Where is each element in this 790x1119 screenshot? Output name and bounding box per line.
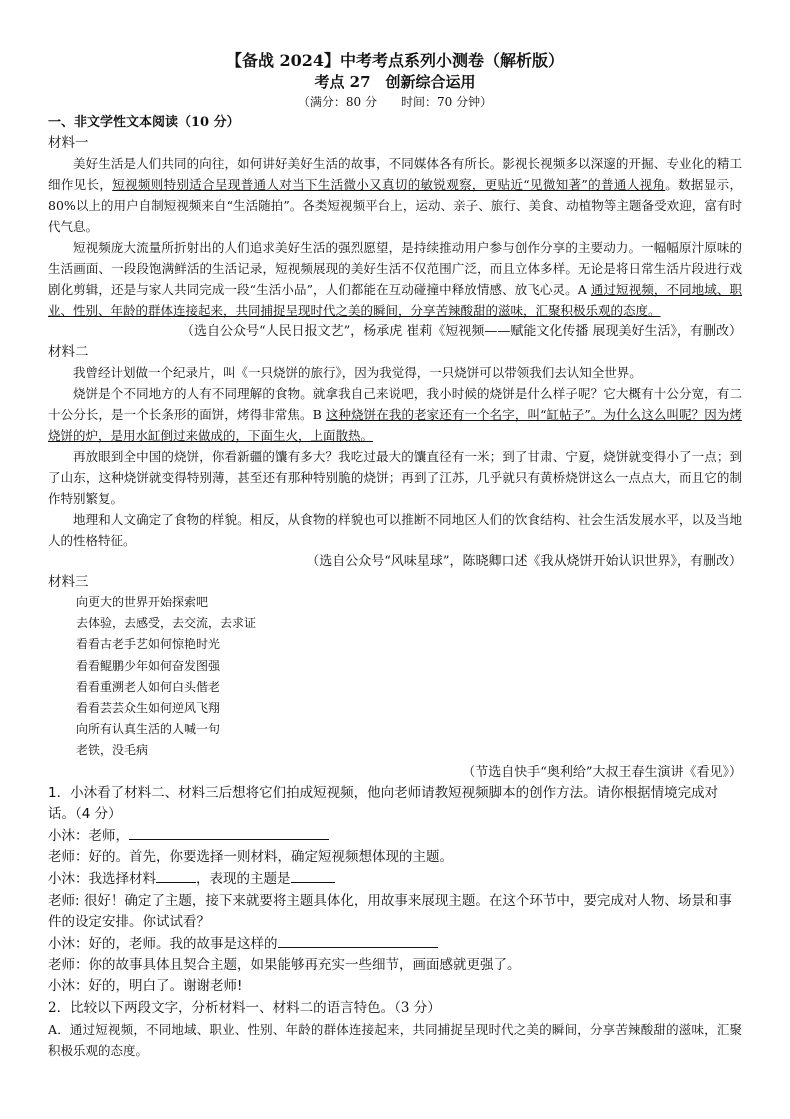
answer-blank[interactable] — [156, 868, 196, 883]
dialogue-line — [48, 933, 742, 955]
material-1-paragraph-1 — [48, 153, 742, 237]
dialogue-text: 小沐：我选择材料 — [48, 871, 156, 888]
answer-blank[interactable] — [291, 868, 335, 883]
material-2-paragraph-1: 我曾经计划做一个纪录片，叫《一只烧饼的旅行》，因为我觉得，一只烧饼可以带领我们去认知全世界。 — [73, 365, 642, 380]
material-2-paragraph-2 — [48, 383, 742, 446]
dialogue-line: 老师：你的故事具体且契合主题，如果能够再充实一些细节，画面感就更强了。 — [48, 957, 521, 974]
dialogue-line — [48, 868, 742, 890]
dialogue-text: 小沐：好的，老师。我的故事是这样的 — [48, 936, 278, 953]
m2-p2-underlined-b: 这种烧饼在我的老家还有一个名字，叫“缸帖子”。为什么这么叫呢？因为烤烧饼的炉，是用水缸倒过来做成的，下面生火，上面散热。 — [48, 407, 742, 443]
dialogue-line — [48, 825, 742, 847]
answer-blank[interactable] — [278, 933, 438, 948]
poem-line: 向所有认真生活的人喊一句 — [76, 722, 221, 737]
dialogue-line: 老师：好的。首先，你要选择一则材料，确定短视频想体现的主题。 — [48, 849, 453, 866]
exam-meta: （满分：80 分 时间：70 分钟） — [297, 95, 493, 109]
material-2-source: （选自公众号“风味星球”，陈晓卿口述《我从烧饼开始认识世界》，有删改） — [306, 554, 742, 569]
poem-line: 看看古老手艺如何惊艳时光 — [76, 637, 221, 652]
question-2-passage-a: A．通过短视频，不同地域、职业、性别、年龄的群体连接起来，共同捕捉呈现时代之美的瞬间，分享苦辣酸甜的滋味，汇聚积极乐观的态度。 — [48, 1021, 742, 1058]
material-2-paragraph-3: 再放眼到全中国的烧饼，你看新疆的馕有多大？我吃过最大的馕直径有一米；到了甘肃、宁夏，烧饼就变得小了一点；到了山东，这种烧饼就变得特别薄，甚至还有那种特别脆的烧饼；再到了江苏，几乎就只有黄桥烧饼这么一点点大，而且它的制作特别繁复。 — [48, 449, 742, 506]
dialogue-text: 小沐：老师， — [48, 828, 129, 845]
m2-p2-text-a: 烧饼是个不同地方的人有不同理解的食物。就拿我自己来说吧，我小时候的烧饼是什么样子呢？它大概有十公分宽，有二十公分长，是一个长条形的面饼，烤得非常焦。B — [48, 386, 742, 422]
material-2-label: 材料二 — [48, 344, 89, 360]
poem-line: 老铁，没毛病 — [76, 743, 149, 758]
question-2-stem: 2．比较以下两段文字，分析材料一、材料二的语言特色。（3 分） — [48, 999, 441, 1016]
m1-p1-underlined: 短视频则特别适合呈现普通人对当下生活微小又真切的敏锐观察，更贴近“见微知著”的普通人视角 — [112, 177, 666, 192]
m1-p1-text-b: 。数据显示，80%以上的用户自制短视频来自“生活随拍”。各类短视频平台上，运动、亲子、旅行、美食、动植物等主题备受欢迎，富有时代气息。 — [48, 177, 742, 234]
question-1-stem: 1．小沐看了材料二、材料三后想将它们拍成短视频，他向老师请教短视频脚本的创作方法。请你根据情境完成对话。（4 分） — [48, 784, 719, 822]
poem-line: 看看鲲鹏少年如何奋发图强 — [76, 658, 221, 673]
poem-line: 向更大的世界开始探索吧 — [76, 595, 209, 609]
material-1-paragraph-2 — [48, 237, 742, 321]
m1-p2-text-a: 短视频庞大流量所折射出的人们追求美好生活的强烈愿望，是持续推动用户参与创作分享的主要动力。一幅幅原汁原味的生活画面、一段段饱满鲜活的生活记录，短视频展现的美好生活不仅范围广泛，而且立体多样。无论是将日常生活片段进行戏剧化剪辑，还是与家人共同完成一段“生活小品”，人们都能在互动碰撞中释放情感、放飞心灵。A — [48, 240, 742, 297]
answer-blank[interactable] — [129, 825, 329, 840]
poem-line: 看看芸芸众生如何逆风飞翔 — [76, 701, 221, 716]
material-2-paragraph-4: 地理和人文确定了食物的样貌。相反，从食物的样貌也可以推断不同地区人们的饮食结构、社会生活发展水平，以及当地人的性格特征。 — [48, 512, 742, 548]
dialogue-text: ，表现的主题是 — [196, 871, 291, 888]
page-title: 【备战 2024】中考考点系列小测卷（解析版） — [225, 51, 565, 70]
poem-line: 看看重溯老人如何白头偕老 — [76, 679, 221, 694]
page-subtitle: 考点 27 创新综合运用 — [314, 73, 476, 91]
material-1-label: 材料一 — [48, 135, 89, 151]
poem-line: 去体验，去感受，去交流，去求证 — [76, 616, 257, 631]
material-3-source: （节选自快手“奥利给”大叔王春生演讲《看见》） — [462, 764, 742, 780]
m1-p2-underlined-a: 通过短视频，不同地域、职业、性别、年龄的群体连接起来，共同捕捉呈现时代之美的瞬间，分享苦辣酸甜的滋味，汇聚积极乐观的态度。 — [48, 282, 742, 318]
dialogue-line: 老师: 很好！确定了主题，接下来就要将主题具体化，用故事来展现主题。在这个环节中，要完成对人物、场景和事件的设定安排。你试试看？ — [48, 892, 732, 930]
material-1-source: （选自公众号“人民日报文艺”，杨承虎 崔莉《短视频——赋能文化传播 展现美好生活》，有删改） — [180, 324, 742, 339]
dialogue-line: 小沐：好的，明白了。谢谢老师! — [48, 978, 243, 995]
section-heading: 一、非文学性文本阅读（10 分） — [48, 115, 240, 130]
material-3-label: 材料三 — [48, 574, 89, 590]
m1-p1-text-a: 美好生活是人们共同的向往，如何讲好美好生活的故事，不同媒体各有所长。影视长视频多以深邃的开掘、专业化的精工细作见长， — [48, 156, 742, 192]
